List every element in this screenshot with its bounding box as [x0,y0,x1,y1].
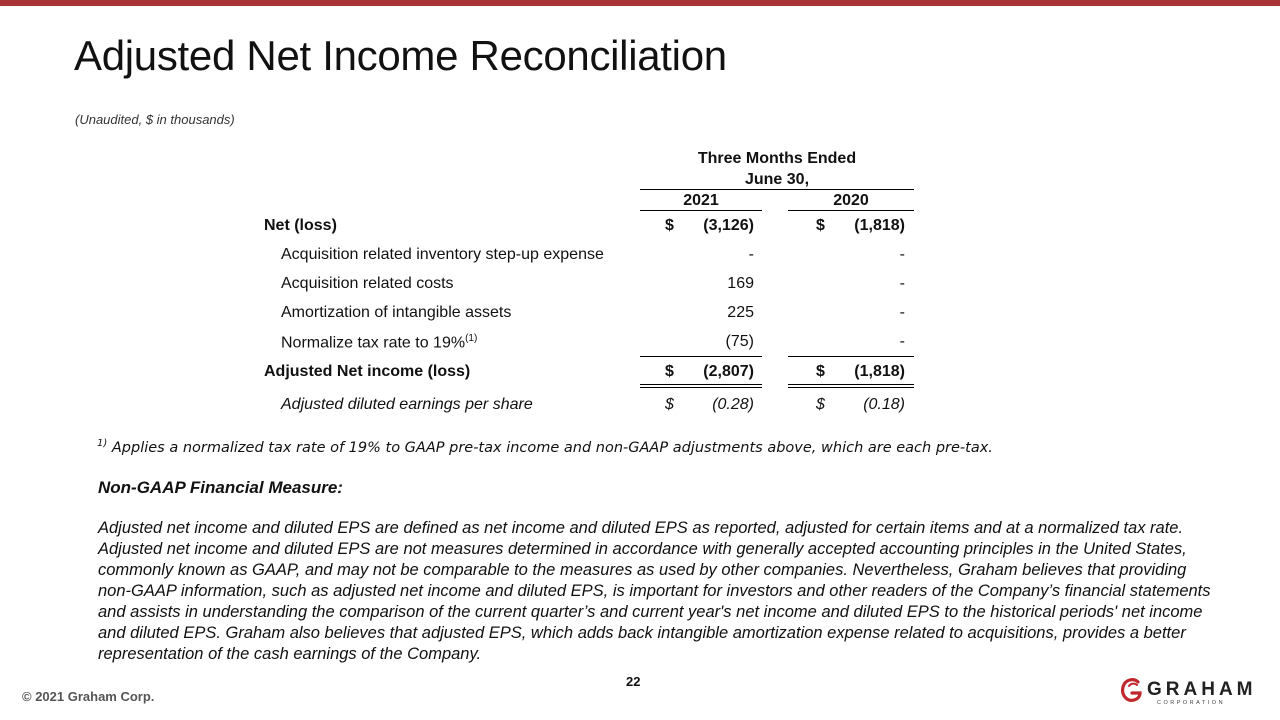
page-number: 22 [626,674,641,689]
subtotal-rule-2021 [640,356,762,357]
value-2021-normalize-tax: (75) [725,333,754,350]
value-2020-adjusted-eps: (0.18) [863,396,905,413]
period-header-date: June 30, [744,171,810,188]
value-2020-amortization: - [899,304,905,321]
row-label-normalize-tax-text: Normalize tax rate to 19% [281,334,466,352]
non-gaap-description: Adjusted net income and diluted EPS are defined as net income and diluted EPS as reported, adjusted for certain items and at a normalized tax rate. Adjusted net income and diluted EPS are not measures determined in accordance with generally accepted accounting principles in the United States, commonly known as GAAP, and may not be comparable to the measures as used by other companies. Nevertheless, Graham believes that providing non-GAAP information, such as adjusted net income and diluted EPS, is important for investors and other readers of the Company’s financial statements and assists in understanding the comparison of the current quarter’s and current year's net income and diluted EPS to the historical periods' net income and diluted EPS. Graham also believes that adjusted EPS, which adds back intangible amortization expense related to acquisitions, provides a better representation of the cash earnings of the Company. [98,519,1211,663]
row-label-amortization: Amortization of intangible assets [281,304,512,321]
row-label-inventory-step-up: Acquisition related inventory step-up expense [281,246,604,263]
logo-wordmark: GRAHAM [1147,679,1257,700]
logo-subtitle: CORPORATION [1157,700,1226,706]
value-2020-inventory-step-up: - [899,246,905,263]
top-accent-bar [0,0,1280,6]
value-2021-net-loss: (3,126) [703,217,754,234]
page-title: Adjusted Net Income Reconciliation [74,32,727,79]
non-gaap-heading: Non-GAAP Financial Measure: [98,478,343,497]
subtotal-rule-2020 [788,356,914,357]
column-rule-2021 [640,210,762,211]
footnote [97,438,993,456]
column-header-2021: 2021 [683,192,719,209]
value-2021-amortization: 225 [727,304,754,321]
currency-symbol: $ [665,217,674,234]
page-subtitle: (Unaudited, $ in thousands) [75,112,235,127]
row-label-adjusted-eps: Adjusted diluted earnings per share [281,396,533,413]
value-2020-net-loss: (1,818) [854,217,905,234]
value-2021-adjusted-eps: (0.28) [712,396,754,413]
total-double-rule-2020 [788,384,914,388]
value-2021-adjusted-net-income: (2,807) [703,363,754,380]
currency-symbol: $ [816,217,825,234]
footnote-marker: 1) [97,438,108,449]
column-rule-2020 [788,210,914,211]
header-rule [640,189,914,190]
graham-logo-mark-icon [1119,677,1145,705]
value-2020-normalize-tax: - [899,333,905,350]
value-2020-adjusted-net-income: (1,818) [854,363,905,380]
currency-symbol: $ [665,396,674,413]
value-2020-acquisition-costs: - [899,275,905,292]
copyright-notice: © 2021 Graham Corp. [22,689,155,704]
row-label-acquisition-costs: Acquisition related costs [281,275,454,292]
row-label-net-loss: Net (loss) [264,217,337,234]
currency-symbol: $ [816,396,825,413]
currency-symbol: $ [665,363,674,380]
row-label-adjusted-net-income: Adjusted Net income (loss) [264,363,471,380]
period-header: Three Months Ended [697,150,857,167]
row-label-normalize-tax [281,333,477,352]
column-header-2020: 2020 [833,192,869,209]
footnote-text: Applies a normalized tax rate of 19% to GAAP pre-tax income and non-GAAP adjustments above, which are each pre-tax. [111,439,993,456]
currency-symbol: $ [816,363,825,380]
total-double-rule-2021 [640,384,762,388]
footnote-ref: (1) [465,333,478,344]
graham-logo [1117,676,1262,710]
value-2021-acquisition-costs: 169 [727,275,754,292]
value-2021-inventory-step-up: - [748,246,754,263]
